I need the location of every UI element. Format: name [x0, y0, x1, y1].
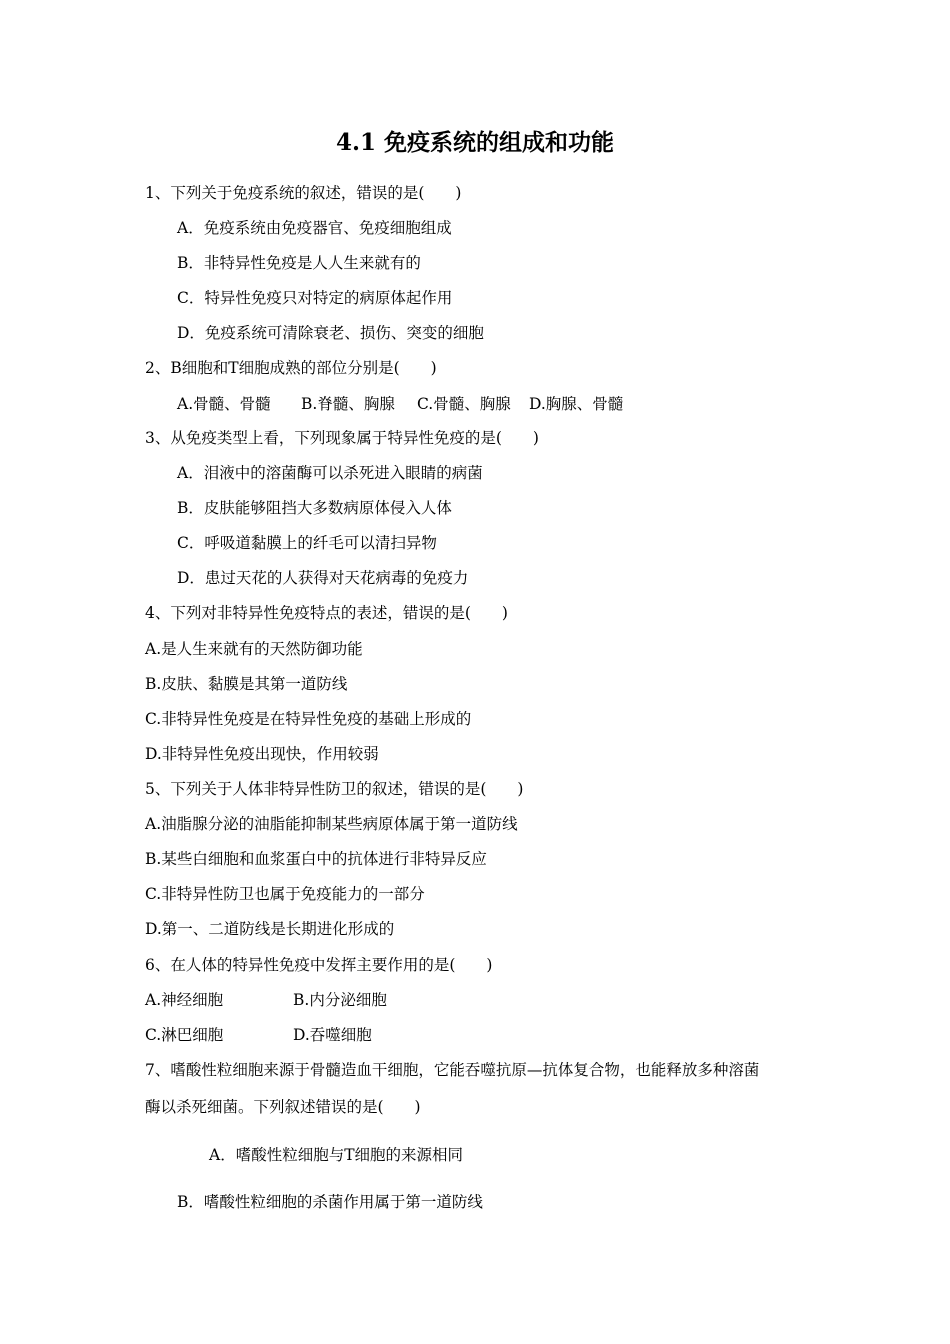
question-4-option-a: A.是人生来就有的天然防御功能 [145, 640, 363, 658]
question-6-stem: 6、在人体的特异性免疫中发挥主要作用的是( ) [145, 956, 493, 974]
question-6-option-a: A.神经细胞 [145, 991, 224, 1009]
question-4-option-b: B.皮肤、黏膜是其第一道防线 [145, 675, 348, 693]
question-5-option-d: D.第一、二道防线是长期进化形成的 [145, 920, 395, 938]
question-6-option-c: C.淋巴细胞 [145, 1026, 224, 1044]
question-5-option-a: A.油脂腺分泌的油脂能抑制某些病原体属于第一道防线 [145, 815, 518, 833]
question-3-option-b: B．皮肤能够阻挡大多数病原体侵入人体 [177, 499, 452, 517]
question-4-option-c: C.非特异性免疫是在特异性免疫的基础上形成的 [145, 710, 472, 728]
question-2-option-b: B.脊髓、胸腺 [301, 395, 395, 413]
question-6-option-d: D.吞噬细胞 [293, 1026, 372, 1044]
question-2-option-d: D.胸腺、骨髓 [529, 395, 624, 413]
question-1-option-c: C．特异性免疫只对特定的病原体起作用 [177, 289, 453, 307]
question-7-stem-line-2: 酶以杀死细菌。下列叙述错误的是( ) [145, 1098, 421, 1116]
question-1-option-d: D．免疫系统可清除衰老、损伤、突变的细胞 [177, 324, 484, 342]
question-4-stem: 4、下列对非特异性免疫特点的表述，错误的是( ) [145, 604, 508, 622]
question-7-option-b: B．嗜酸性粒细胞的杀菌作用属于第一道防线 [177, 1193, 483, 1211]
question-5-option-c: C.非特异性防卫也属于免疫能力的一部分 [145, 885, 425, 903]
page-title: 4.1 免疫系统的组成和功能 [335, 129, 615, 156]
question-5-stem: 5、下列关于人体非特异性防卫的叙述，错误的是( ) [145, 780, 524, 798]
question-3-stem: 3、从免疫类型上看，下列现象属于特异性免疫的是( ) [145, 429, 539, 447]
question-7-option-a: A．嗜酸性粒细胞与T细胞的来源相同 [209, 1146, 464, 1164]
question-2-option-c: C.骨髓、胸腺 [417, 395, 511, 413]
question-3-option-d: D．患过天花的人获得对天花病毒的免疫力 [177, 569, 469, 587]
question-1-option-a: A．免疫系统由免疫器官、免疫细胞组成 [177, 219, 452, 237]
question-2-option-a: A.骨髓、骨髓 [177, 395, 271, 413]
question-2-stem: 2、B细胞和T细胞成熟的部位分别是( ) [145, 359, 437, 377]
question-6-option-b: B.内分泌细胞 [293, 991, 387, 1009]
question-3-option-c: C．呼吸道黏膜上的纤毛可以清扫异物 [177, 534, 437, 552]
question-1-option-b: B．非特异性免疫是人人生来就有的 [177, 254, 421, 272]
question-3-option-a: A．泪液中的溶菌酶可以杀死进入眼睛的病菌 [177, 464, 483, 482]
question-5-option-b: B.某些白细胞和血浆蛋白中的抗体进行非特异反应 [145, 850, 487, 868]
question-1-stem: 1、下列关于免疫系统的叙述，错误的是( ) [145, 184, 462, 202]
question-4-option-d: D.非特异性免疫出现快，作用较弱 [145, 745, 379, 763]
question-7-stem-line-1: 7、嗜酸性粒细胞来源于骨髓造血干细胞，它能吞噬抗原—抗体复合物，也能释放多种溶菌 [145, 1061, 760, 1079]
